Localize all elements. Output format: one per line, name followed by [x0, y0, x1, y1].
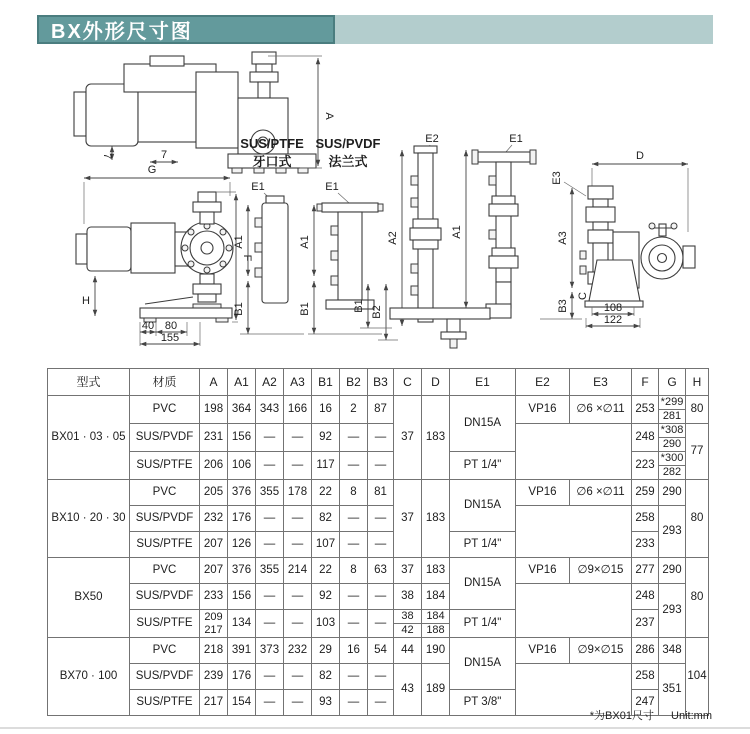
cell-h: 80 — [686, 558, 709, 638]
cell-f: 247 — [632, 690, 659, 716]
cell-e1: DN15A — [450, 638, 516, 690]
cell-a1: 156 — [228, 584, 256, 610]
label-E1-flange: E1 — [325, 181, 339, 193]
col-header-e3: E3 — [570, 369, 632, 396]
cell-g — [659, 452, 686, 480]
cell-material: PVC — [130, 558, 200, 584]
cell-g: 290 — [659, 558, 686, 584]
cell-a1: 154 — [228, 690, 256, 716]
label-flange-type: 法兰式 — [328, 154, 368, 169]
cell-a: 233 — [200, 584, 228, 610]
dim-label-D: D — [636, 150, 644, 162]
dim-label-80: 80 — [164, 320, 178, 332]
cell-e2: VP16 — [516, 638, 570, 664]
cell-material: SUS/PTFE — [130, 532, 200, 558]
cell-a1: 126 — [228, 532, 256, 558]
cell-b1: 92 — [312, 424, 340, 452]
cell-model: BX50 — [48, 558, 130, 638]
cell-f: 237 — [632, 610, 659, 638]
label-E1-tooth: E1 — [251, 181, 265, 193]
cell-f: 248 — [632, 424, 659, 452]
cell-a2: 355 — [256, 558, 284, 584]
dim-label-F: F — [241, 254, 253, 262]
table-row — [48, 584, 709, 610]
cell-a: 232 — [200, 506, 228, 532]
cell-g-bottom: 290 — [662, 438, 682, 450]
cell-b3: — — [368, 452, 394, 480]
cell-a1: 176 — [228, 506, 256, 532]
table-row — [48, 638, 709, 664]
cell-a3: — — [284, 610, 312, 638]
cell-e1: PT 1/4" — [450, 452, 516, 480]
label-E1-pipe: E1 — [509, 133, 523, 145]
cell-a2: 343 — [256, 396, 284, 424]
cell-a2: 373 — [256, 638, 284, 664]
cell-a1: 134 — [228, 610, 256, 638]
dim-label-7-bottom: 7 — [160, 149, 168, 161]
cell-d — [422, 610, 450, 638]
dimension-drawing — [0, 46, 750, 366]
cell-g-top: *299 — [660, 396, 684, 408]
cell-a: 239 — [200, 664, 228, 690]
col-header-g: G — [659, 369, 686, 396]
cell-f: 258 — [632, 506, 659, 532]
label-E3: E3 — [551, 171, 563, 185]
cell-a: 205 — [200, 480, 228, 506]
cell-d-bottom: 188 — [426, 624, 445, 636]
cell-g: 293 — [659, 506, 686, 558]
cell-c-top: 38 — [394, 610, 421, 624]
pump-front-view — [540, 150, 695, 328]
cell-e2: VP16 — [516, 396, 570, 424]
cell-f: 233 — [632, 532, 659, 558]
cell-a3: — — [284, 452, 312, 480]
cell-e3: ∅9×∅15 — [570, 638, 632, 664]
footnote — [590, 707, 712, 723]
cell-model: BX01 · 03 · 05 — [48, 396, 130, 480]
dim-label-40: 40 — [141, 320, 155, 332]
col-header-d: D — [422, 369, 450, 396]
col-header-f: F — [632, 369, 659, 396]
cell-a3: 232 — [284, 638, 312, 664]
cell-b1: 117 — [312, 452, 340, 480]
cell-a3: 214 — [284, 558, 312, 584]
dimension-table — [47, 368, 709, 716]
cell-g: 290 — [659, 480, 686, 506]
col-header-a: A — [200, 369, 228, 396]
cell-e3: ∅9×∅15 — [570, 558, 632, 584]
cell-material: SUS/PVDF — [130, 584, 200, 610]
cell-b2: — — [340, 664, 368, 690]
cell-b1: 82 — [312, 664, 340, 690]
dim-label-B2-pipe: B2 — [371, 305, 383, 319]
cell-a1: 106 — [228, 452, 256, 480]
dim-label-A1-pipe: A1 — [451, 225, 463, 239]
cell-c: 44 — [394, 638, 422, 664]
col-header-material: 材质 — [130, 369, 200, 396]
cell-f: 277 — [632, 558, 659, 584]
cell-e1: PT 1/4" — [450, 532, 516, 558]
footnote-unit: Unit:mm — [671, 710, 712, 722]
cell-b1: 93 — [312, 690, 340, 716]
cell-b2: 8 — [340, 558, 368, 584]
cell-a2: — — [256, 424, 284, 452]
cell-c: 37 — [394, 480, 422, 558]
cell-b1: 103 — [312, 610, 340, 638]
cell-a: 206 — [200, 452, 228, 480]
cell-a1: 376 — [228, 480, 256, 506]
col-header-a3: A3 — [284, 369, 312, 396]
cell-g: 293 — [659, 584, 686, 638]
cell-a3: 166 — [284, 396, 312, 424]
pump-side-view-main — [76, 164, 253, 346]
cell-a-bottom: 217 — [204, 623, 223, 636]
table-row — [48, 396, 709, 424]
dim-label-C: C — [577, 292, 589, 300]
cell-g-bottom: 281 — [662, 410, 682, 422]
cell-b2: 16 — [340, 638, 368, 664]
col-header-a2: A2 — [256, 369, 284, 396]
cell-a2: — — [256, 584, 284, 610]
dim-label-A1-flange: A1 — [299, 235, 311, 249]
cell-b2: — — [340, 610, 368, 638]
col-header-b2: B2 — [340, 369, 368, 396]
cell-e2e3-empty — [516, 584, 632, 638]
title-box — [37, 15, 335, 44]
cell-b3: — — [368, 424, 394, 452]
cell-e2: VP16 — [516, 558, 570, 584]
cell-g — [659, 396, 686, 424]
col-header-b3: B3 — [368, 369, 394, 396]
cell-h: 80 — [686, 396, 709, 424]
dim-label-B1-pipe: B1 — [353, 299, 365, 313]
dim-label-A2: A2 — [387, 231, 399, 245]
cell-b3: 63 — [368, 558, 394, 584]
cell-a-top: 209 — [204, 610, 223, 623]
col-header-c: C — [394, 369, 422, 396]
dim-label-A3: A3 — [557, 231, 569, 245]
cell-c: 37 — [394, 396, 422, 480]
cell-b3: 81 — [368, 480, 394, 506]
cell-h: 80 — [686, 480, 709, 558]
cell-a2: — — [256, 452, 284, 480]
cell-a1: 176 — [228, 664, 256, 690]
dim-label-B1-tooth: B1 — [233, 302, 245, 316]
cell-f: 259 — [632, 480, 659, 506]
cell-a3: — — [284, 664, 312, 690]
cell-b1: 22 — [312, 558, 340, 584]
cell-b2: — — [340, 424, 368, 452]
dim-label-G: G — [147, 164, 157, 176]
cell-c-bottom: 42 — [401, 624, 414, 636]
cell-d: 190 — [422, 638, 450, 664]
cell-b2: 2 — [340, 396, 368, 424]
cell-material: PVC — [130, 396, 200, 424]
cell-a3: — — [284, 690, 312, 716]
cell-b3: — — [368, 610, 394, 638]
col-header-b1: B1 — [312, 369, 340, 396]
label-tooth-type: 牙口式 — [252, 154, 292, 169]
cell-a1: 156 — [228, 424, 256, 452]
page-title: BX外形尺寸图 — [51, 21, 193, 43]
label-sus-ptfe: SUS/PTFE — [240, 136, 304, 151]
cell-e2e3-empty — [516, 506, 632, 558]
footnote-asterisk-note: *为BX01尺寸 — [589, 710, 654, 722]
cell-a: 231 — [200, 424, 228, 452]
cell-a2: — — [256, 610, 284, 638]
cell-model: BX10 · 20 · 30 — [48, 480, 130, 558]
cell-material: SUS/PVDF — [130, 506, 200, 532]
table-row — [48, 506, 709, 532]
cell-b3: 87 — [368, 396, 394, 424]
label-sus-pvdf: SUS/PVDF — [315, 136, 381, 151]
col-header-a1: A1 — [228, 369, 256, 396]
cell-material: SUS/PVDF — [130, 424, 200, 452]
cell-a2: — — [256, 506, 284, 532]
cell-e1: PT 3/8" — [450, 690, 516, 716]
cell-g-top: *300 — [660, 452, 684, 464]
cell-e1: DN15A — [450, 396, 516, 452]
cell-h: 77 — [686, 424, 709, 480]
cell-c — [394, 610, 422, 638]
cell-b3: — — [368, 506, 394, 532]
cell-b3: — — [368, 532, 394, 558]
cell-b1: 107 — [312, 532, 340, 558]
dim-label-B1-flange: B1 — [299, 302, 311, 316]
pipe-assembly-e2 — [387, 133, 441, 326]
cell-e3: ∅6 ×∅11 — [570, 396, 632, 424]
cell-e2e3-empty — [516, 424, 632, 480]
cell-b1: 16 — [312, 396, 340, 424]
cell-e3: ∅6 ×∅11 — [570, 480, 632, 506]
cell-b1: 29 — [312, 638, 340, 664]
dim-label-108: 108 — [603, 302, 623, 314]
cell-material: PVC — [130, 480, 200, 506]
cell-g: 351 — [659, 664, 686, 716]
cell-a1: 391 — [228, 638, 256, 664]
pump-side-view-top — [74, 52, 335, 173]
table-row — [48, 424, 709, 452]
cell-d: 183 — [422, 480, 450, 558]
cell-material: SUS/PVDF — [130, 664, 200, 690]
dim-label-122: 122 — [603, 314, 623, 326]
cell-g-top: *308 — [660, 424, 684, 436]
cell-e1: DN15A — [450, 480, 516, 532]
cell-g: 348 — [659, 638, 686, 664]
cell-e1: PT 1/4" — [450, 610, 516, 638]
cell-b2: — — [340, 506, 368, 532]
col-header-e1: E1 — [450, 369, 516, 396]
cell-c: 43 — [394, 664, 422, 716]
cell-b2: — — [340, 690, 368, 716]
cell-a2: — — [256, 532, 284, 558]
dim-label-7-left: 7 — [101, 152, 113, 160]
cell-a3: — — [284, 424, 312, 452]
dim-label-H: H — [82, 295, 90, 307]
cell-b2: — — [340, 584, 368, 610]
cell-a1: 376 — [228, 558, 256, 584]
cell-a: 218 — [200, 638, 228, 664]
cell-e1: DN15A — [450, 558, 516, 610]
header-strip — [37, 15, 713, 44]
page-bottom-rule — [0, 727, 750, 729]
cell-a2: — — [256, 690, 284, 716]
cell-b3: 54 — [368, 638, 394, 664]
header-row — [48, 369, 709, 396]
dim-label-A: A — [323, 112, 335, 120]
cell-c: 38 — [394, 584, 422, 610]
cell-g-bottom: 282 — [662, 466, 682, 478]
cell-d: 189 — [422, 664, 450, 716]
cell-f: 253 — [632, 396, 659, 424]
cell-f: 223 — [632, 452, 659, 480]
cell-b1: 82 — [312, 506, 340, 532]
dim-label-155: 155 — [160, 332, 180, 344]
cell-a2: 355 — [256, 480, 284, 506]
cell-a: 198 — [200, 396, 228, 424]
cell-a3: 178 — [284, 480, 312, 506]
cell-material: SUS/PTFE — [130, 452, 200, 480]
col-header-model: 型式 — [48, 369, 130, 396]
cell-a1: 364 — [228, 396, 256, 424]
cell-f: 248 — [632, 584, 659, 610]
dim-label-B3: B3 — [557, 299, 569, 313]
cell-a3: — — [284, 506, 312, 532]
table-row — [48, 558, 709, 584]
cell-a: 207 — [200, 532, 228, 558]
col-header-e2: E2 — [516, 369, 570, 396]
cell-c: 37 — [394, 558, 422, 584]
cell-e2: VP16 — [516, 480, 570, 506]
table-row — [48, 664, 709, 690]
cell-a: 217 — [200, 690, 228, 716]
cell-d: 183 — [422, 396, 450, 480]
cell-a3: — — [284, 584, 312, 610]
cell-material: SUS/PTFE — [130, 610, 200, 638]
cell-a2: — — [256, 664, 284, 690]
cell-f: 258 — [632, 664, 659, 690]
cell-material: SUS/PTFE — [130, 690, 200, 716]
cell-d: 183 — [422, 558, 450, 584]
table-row — [48, 480, 709, 506]
cell-b3: — — [368, 584, 394, 610]
cell-b1: 92 — [312, 584, 340, 610]
dim-label-A1-tooth: A1 — [233, 235, 245, 249]
cell-g — [659, 424, 686, 452]
cell-a: 207 — [200, 558, 228, 584]
cell-b3: — — [368, 690, 394, 716]
cell-model: BX70 · 100 — [48, 638, 130, 716]
cell-a3: — — [284, 532, 312, 558]
col-header-h: H — [686, 369, 709, 396]
cell-a — [200, 610, 228, 638]
cell-b2: 8 — [340, 480, 368, 506]
cell-b3: — — [368, 664, 394, 690]
cell-h: 104 — [686, 638, 709, 716]
cell-d-top: 184 — [422, 610, 449, 624]
cell-b1: 22 — [312, 480, 340, 506]
cell-b2: — — [340, 532, 368, 558]
cell-material: PVC — [130, 638, 200, 664]
cell-b2: — — [340, 452, 368, 480]
cell-f: 286 — [632, 638, 659, 664]
label-E2: E2 — [425, 133, 439, 145]
cell-d: 184 — [422, 584, 450, 610]
